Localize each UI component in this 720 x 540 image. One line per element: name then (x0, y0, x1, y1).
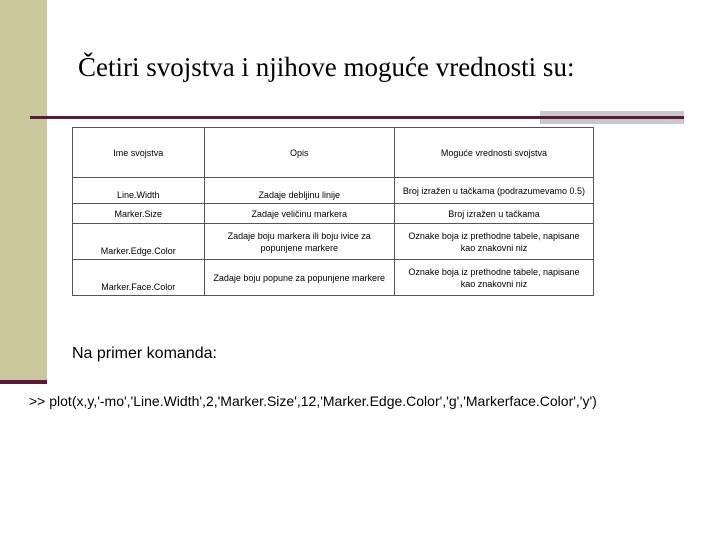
header-description: Opis (204, 128, 394, 178)
header-possible-values: Moguće vrednosti svojstva (394, 128, 593, 178)
property-name-cell: Marker.Face.Color (73, 260, 205, 296)
values-cell: Broj izražen u tačkama (394, 204, 593, 224)
header-property-name: Ime svojstva (73, 128, 205, 178)
properties-table (72, 127, 594, 296)
plot-command: >> plot(x,y,'-mo','Line.Width',2,'Marker.Size',12,'Marker.Edge.Color','g','Markerface.Color','y') (29, 393, 597, 409)
property-name-cell: Line.Width (73, 178, 205, 204)
slide-title: Četiri svojstva i njihove moguće vrednosti su: (78, 52, 575, 82)
property-name-cell: Marker.Edge.Color (73, 224, 205, 260)
table-row (73, 178, 594, 204)
description-cell: Zadaje boju markera ili boju ivice za popunjene markere (204, 224, 394, 260)
decorative-sidebar (0, 0, 47, 380)
values-cell: Broj izražen u tačkama (podrazumevamo 0.5) (394, 178, 593, 204)
table-row (73, 224, 594, 260)
description-cell: Zadaje boju popune za popunjene markere (204, 260, 394, 296)
table-row (73, 260, 594, 296)
values-cell: Oznake boja iz prethodne tabele, napisane kao znakovni niz (394, 224, 593, 260)
description-cell: Zadaje debljinu linije (204, 178, 394, 204)
table-header-row (73, 128, 594, 178)
example-label: Na primer komanda: (72, 345, 217, 362)
table-row (73, 204, 594, 224)
title-rule (30, 116, 684, 119)
description-cell: Zadaje veličinu markera (204, 204, 394, 224)
sidebar-underline (0, 380, 47, 384)
values-cell: Oznake boja iz prethodne tabele, napisane kao znakovni niz (394, 260, 593, 296)
property-name-cell: Marker.Size (73, 204, 205, 224)
